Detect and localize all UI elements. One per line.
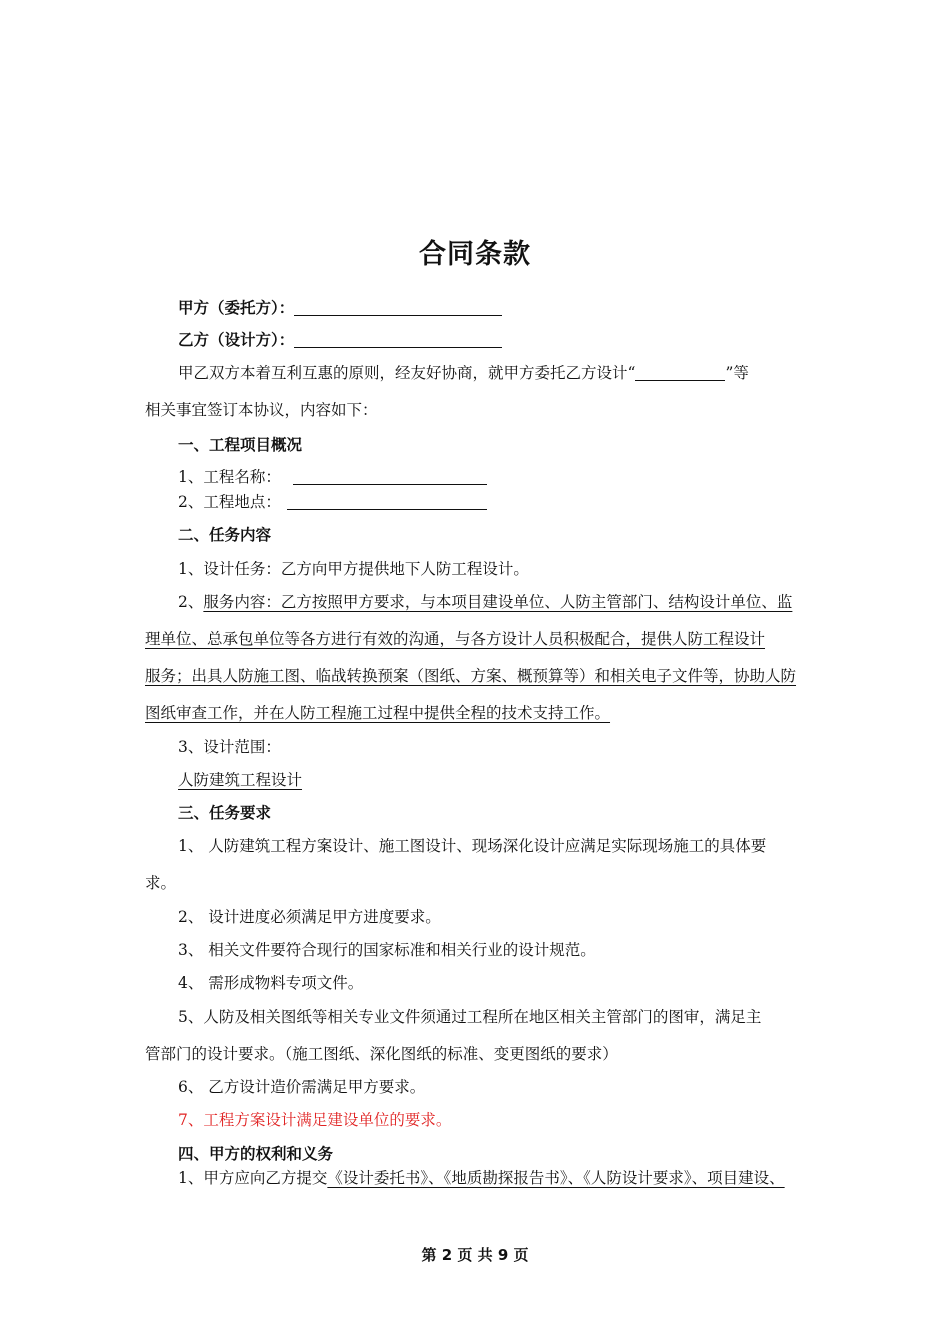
project-location-field[interactable] bbox=[287, 493, 487, 510]
party-a-label: 甲方（委托方）： bbox=[178, 299, 295, 317]
intro-line-1: 甲乙双方本着互利互惠的原则，经友好协商，就甲方委托乙方设计“ ”等 bbox=[178, 364, 749, 382]
section-2-item-1: 1、设计任务：乙方向甲方提供地下人防工程设计。 bbox=[178, 560, 529, 578]
section-2-item-2-line-2: 理单位、总承包单位等各方进行有效的沟通，与各方设计人员积极配合，提供人防工程设计 bbox=[145, 630, 766, 648]
party-b-line bbox=[178, 330, 502, 350]
section-1-heading: 一、工程项目概况 bbox=[178, 436, 303, 454]
party-b-label: 乙方（设计方）： bbox=[178, 331, 295, 349]
section-2-item-2-line-3: 服务；出具人防施工图、临战转换预案（图纸、方案、概预算等）和相关电子文件等，协助人防 bbox=[145, 667, 797, 685]
section-3-item-4: 4、 需形成物料专项文件。 bbox=[178, 974, 364, 992]
section-2-heading: 二、任务内容 bbox=[178, 526, 272, 544]
section-4-item-1: 1、甲方应向乙方提交《设计委托书》、《地质勘探报告书》、《人防设计要求》、项目建设、 bbox=[178, 1169, 785, 1187]
section-2-item-2-line-4: 图纸审查工作，并在人防工程施工过程中提供全程的技术支持工作。 bbox=[145, 704, 611, 722]
design-scope-value: 人防建筑工程设计 bbox=[178, 771, 303, 789]
section-3-heading: 三、任务要求 bbox=[178, 804, 272, 822]
section-1-item-2: 2、工程地点： bbox=[178, 492, 487, 512]
section-3-item-5-line-2: 管部门的设计要求。（施工图纸、深化图纸的标准、变更图纸的要求） bbox=[145, 1045, 618, 1063]
party-a-blank[interactable] bbox=[294, 299, 502, 316]
section-3-item-1-line-1: 1、 人防建筑工程方案设计、施工图设计、现场深化设计应满足实际现场施工的具体要 bbox=[178, 837, 767, 855]
section-3-item-1-line-2: 求。 bbox=[145, 874, 177, 892]
section-3-item-6: 6、 乙方设计造价需满足甲方要求。 bbox=[178, 1078, 426, 1096]
intro-line-2: 相关事宜签订本协议，内容如下： bbox=[145, 401, 378, 419]
project-name-field[interactable] bbox=[293, 468, 487, 485]
section-2-item-3: 3、设计范围： bbox=[178, 738, 281, 756]
section-3-item-2: 2、 设计进度必须满足甲方进度要求。 bbox=[178, 908, 441, 926]
section-2-item-2-line-1: 2、服务内容：乙方按照甲方要求，与本项目建设单位、人防主管部门、结构设计单位、监 bbox=[178, 593, 793, 611]
party-a-line bbox=[178, 298, 502, 318]
project-name-blank[interactable] bbox=[635, 364, 725, 381]
page-footer: 第 2 页 共 9 页 bbox=[421, 1246, 529, 1264]
section-3-item-7: 7、工程方案设计满足建设单位的要求。 bbox=[178, 1111, 452, 1129]
section-3-item-3: 3、 相关文件要符合现行的国家标准和相关行业的设计规范。 bbox=[178, 941, 596, 959]
section-3-item-5-line-1: 5、人防及相关图纸等相关专业文件须通过工程所在地区相关主管部门的图审，满足主 bbox=[178, 1008, 762, 1026]
page-title: 合同条款 bbox=[419, 239, 531, 270]
party-b-blank[interactable] bbox=[294, 331, 502, 348]
section-1-item-1: 1、工程名称： bbox=[178, 467, 487, 487]
section-4-heading: 四、甲方的权利和义务 bbox=[178, 1145, 334, 1163]
